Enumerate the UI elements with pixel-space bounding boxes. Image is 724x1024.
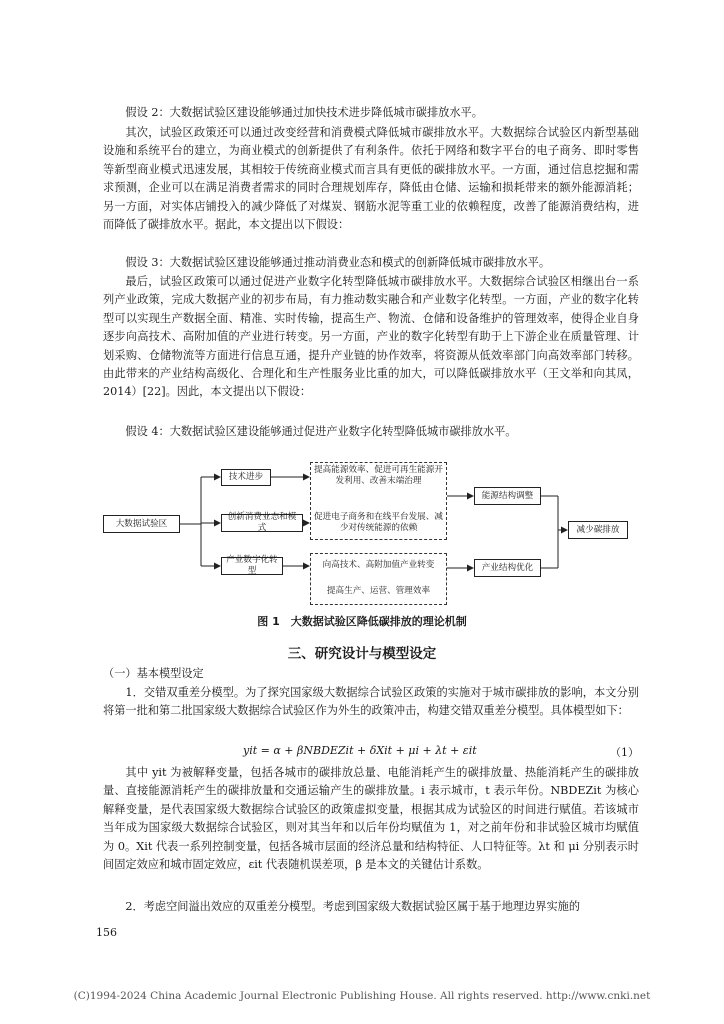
paragraph-industry-digitalization: 最后，试验区政策可以通过促进产业数字化转型降低城市碳排放水平。大数据综合试验区相继出台一系列产业政策，完成大数据产业的初步布局，有力推动数实融合和产业数字化转型。一方面，产业的数字化转型可以实现生产数据全面、精准、实时传输，提高生产、物流、仓储和设备维护的管理效率，使得企业自身逐步向高技术、高附加值的产业进行转变。另一方面，产业的数字化转型有助于上下游企业在质量管理、计划采购、仓储物流等方面进行信息互通，提升产业链的协作效率，将资源从低效率部门向高效率部门转移。由此带来的产业结构高级化、合理化和生产性服务业比重的加大，可以降低碳排放水平（王文举和向其凤，2014）[22]。因此，本文提出以下假设： xyxy=(103,275,639,399)
hypothesis-4: 假设 4：大数据试验区建设能够通过促进产业数字化转型降低城市碳排放水平。 xyxy=(125,425,517,438)
industry-effect-text-2: 提高生产、运营、管理效率 xyxy=(326,586,431,596)
mechanism-diagram xyxy=(103,460,639,608)
industry-effect-text-1: 向高技术、高附加值产业转变 xyxy=(322,560,435,570)
consume-mode-box: 创新消费业态和模式 xyxy=(221,514,303,532)
industry-structure-box: 产业结构优化 xyxy=(474,559,541,577)
paragraph-consumption-mode: 其次，试验区政策还可以通过改变经营和消费模式降低城市碳排放水平。大数据综合试验区内新型基础设施和系统平台的建立，为商业模式的创新提供了有利条件。依托于网络和数字平台的电子商务、即时零售等新型商业模式迅速发展，其相较于传统商业模式而言具有更低的碳排放水平。一方面，通过信息挖掘和需求预测，企业可以在满足消费者需求的同时合理规划库存，降低由仓储、运输和损耗带来的额外能源消耗；另一方面，对实体店铺投入的减少降低了对煤炭、钢筋水泥等重工业的依赖程度，改善了能源消费结构，进而降低了碳排放水平。据此，本文提出以下假设： xyxy=(103,126,639,232)
copyright-footer: (C)1994-2024 China Academic Journal Electronic Publishing House. All rights reserved. http://www.cnki.net xyxy=(73,990,651,1002)
equation-body: yit = α + βNBDEZit + δXit + μi + λt + εit xyxy=(243,744,477,757)
tech-progress-box: 技术进步 xyxy=(221,469,271,486)
industry-digital-box: 产业数字化转型 xyxy=(221,557,283,575)
source-box: 大数据试验区 xyxy=(103,515,180,533)
page-number: 156 xyxy=(96,926,117,939)
equation-number: （1） xyxy=(610,746,639,759)
paragraph-spatial-did: 2．考虑空间溢出效应的双重差分模型。考虑到国家级大数据试验区属于基于地理边界实施的 xyxy=(125,900,581,913)
paragraph-variable-definitions: 其中 yit 为被解释变量，包括各城市的碳排放总量、电能消耗产生的碳排放量、热能消耗产生的碳排放量、直接能源消耗产生的碳排放量和交通运输产生的碳排放量。i 表示城市，t 表示年份。NBDEZit 为核心解释变量，是代表国家级大数据综合试验区的政策虚拟变量，根据其成为试验区的时间进行赋值。若该城市当年成为国家级大数据综合试验区，则对其当年和以后年份均赋值为 1，对之前年份和非试验区城市均赋值为 0。Xit 代表一系列控制变量，包括各城市层面的经济总量和结构特征、人口特征等。λt 和 μi 分别表示时间固定效应和城市固定效应，εit 代表随机误差项，β 是本文的关键估计系数。 xyxy=(103,766,639,872)
tech-effect-text: 提高能源效率、促进可再生能源开发利用、改善末端治理 xyxy=(314,465,443,486)
energy-structure-box: 能源结构调整 xyxy=(474,487,541,505)
carbon-reduction-box: 减少碳排放 xyxy=(568,521,628,539)
section-title: 三、研究设计与模型设定 xyxy=(287,646,437,662)
hypothesis-3: 假设 3：大数据试验区建设能够通过推动消费业态和模式的创新降低城市碳排放水平。 xyxy=(125,256,551,269)
figure-caption: 图 1 大数据试验区降低碳排放的理论机制 xyxy=(257,615,467,628)
equation-1 xyxy=(103,744,639,762)
subsection-heading: （一）基本模型设定 xyxy=(103,667,204,680)
hypothesis-2: 假设 2：大数据试验区建设能够通过加快技术进步降低城市碳排放水平。 xyxy=(125,106,483,119)
consume-effect-text: 促进电子商务和在线平台发展、减少对传统能源的依赖 xyxy=(314,512,443,533)
paragraph-did-model: 1．交错双重差分模型。为了探究国家级大数据综合试验区政策的实施对于城市碳排放的影响，本文分别将第一批和第二批国家级大数据综合试验区作为外生的政策冲击，构建交错双重差分模型。具体模型如下： xyxy=(103,686,639,718)
